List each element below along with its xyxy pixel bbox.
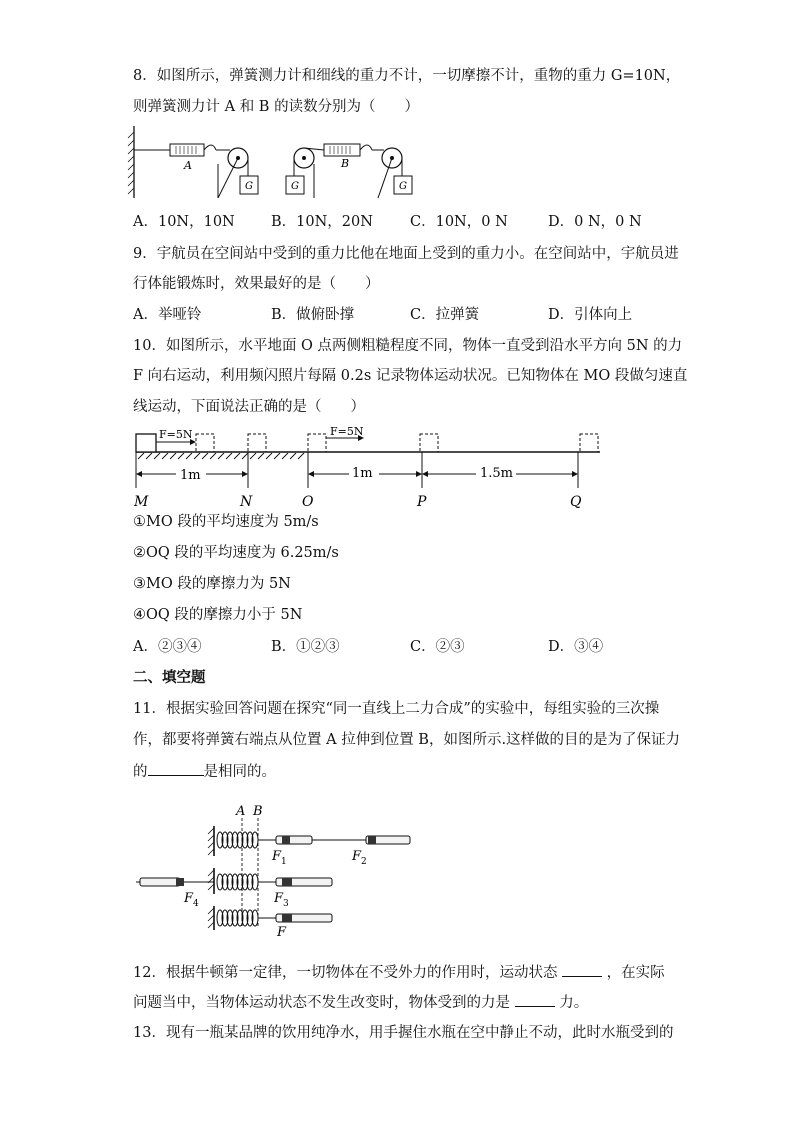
q8-option-b[interactable]: B．10N，20N [271, 214, 373, 230]
svg-text:1: 1 [281, 857, 287, 867]
q10-stem-line-2: F 向右运动，利用频闪照片每隔 0.2s 记录物体运动状况。已知物体在 MO 段做匀速直 [133, 368, 688, 384]
dist-mn-label: 1m [180, 468, 201, 483]
q10-option-a[interactable]: A．②③④ [133, 639, 202, 655]
label-b: B [253, 804, 263, 819]
q8-figure [126, 124, 426, 204]
q10-option-b[interactable]: B．①②③ [271, 639, 340, 655]
q9-stem-line-2: 行体能锻炼时，效果最好的是（ ） [133, 276, 380, 292]
q11-figure [136, 798, 422, 938]
q8-option-a[interactable]: A．10N，10N [133, 214, 235, 230]
spring-b-label: B [341, 157, 350, 170]
dist-pq-label: 1.5m [480, 466, 514, 481]
q12-stem-line-2: 问题当中，当物体运动状态不发生改变时，物体受到的力是 力。 [133, 992, 588, 1013]
section-title: 二、填空题 [133, 670, 206, 686]
dist-op-label: 1m [352, 466, 373, 481]
svg-text:3: 3 [283, 899, 289, 909]
q9-option-b[interactable]: B．做俯卧撑 [271, 307, 355, 323]
q10-option-d[interactable]: D．③④ [548, 639, 604, 655]
spring-scale-f4 [140, 878, 180, 886]
svg-text:G: G [245, 181, 253, 192]
svg-text:G: G [291, 181, 299, 192]
svg-text:F=5N: F=5N [159, 428, 193, 441]
point-n: N [240, 494, 253, 510]
q10-statement-2: ②OQ 段的平均速度为 6.25m/s [133, 545, 339, 561]
q8-stem-line-1: 8．如图所示，弹簧测力计和细线的重力不计，一切摩擦不计，重物的重力 G=10N， [133, 68, 681, 84]
point-m: M [134, 494, 149, 510]
q10-figure [130, 426, 610, 510]
svg-text:F: F [277, 925, 287, 938]
label-a: A [236, 804, 246, 819]
q10-statement-3: ③MO 段的摩擦力为 5N [133, 576, 291, 592]
q12-answer-blank-1[interactable] [562, 962, 602, 977]
point-p: P [417, 494, 427, 510]
q11-stem-line-1: 11．根据实验回答问题在探究“同一直线上二力合成”的实验中，每组实验的三次操 [133, 701, 660, 717]
svg-text:4: 4 [193, 899, 199, 909]
spring-a-label: A [184, 159, 192, 172]
svg-text:2: 2 [361, 857, 367, 867]
svg-text:F=5N: F=5N [330, 426, 364, 438]
point-o: O [302, 494, 314, 510]
q10-statement-4: ④OQ 段的摩擦力小于 5N [133, 607, 303, 623]
q11-stem-line-3: 的 是相同的。 [133, 761, 276, 782]
q8-option-c[interactable]: C．10N，0 N [410, 214, 508, 230]
q12-answer-blank-2[interactable] [515, 992, 555, 1007]
svg-text:F: F [352, 849, 362, 864]
q10-statement-1: ①MO 段的平均速度为 5m/s [133, 514, 319, 530]
block-m [136, 434, 156, 452]
svg-text:F: F [272, 849, 282, 864]
svg-text:G: G [399, 181, 407, 192]
q13-stem-line-1: 13．现有一瓶某品牌的饮用纯净水，用手握住水瓶在空中静止不动，此时水瓶受到的 [133, 1025, 674, 1041]
q8-option-d[interactable]: D．0 N，0 N [548, 214, 642, 230]
q10-stem-line-1: 10．如图所示，水平地面 O 点两侧粗糙程度不同，物体一直受到沿水平方向 5N 的力 [133, 338, 683, 354]
q11-stem-line-2: 作，都要将弹簧右端点从位置 A 拉伸到位置 B，如图所示.这样做的目的是为了保证力 [133, 732, 681, 748]
q12-stem-line-1: 12．根据牛顿第一定律，一切物体在不受外力的作用时，运动状态 ，在实际 [133, 962, 665, 983]
point-q: Q [570, 494, 582, 510]
q10-option-c[interactable]: C．②③ [410, 639, 465, 655]
spring-scale-f1 [276, 836, 312, 844]
svg-text:F: F [274, 891, 284, 906]
q11-answer-blank[interactable] [148, 761, 204, 776]
svg-text:F: F [184, 891, 194, 906]
q8-stem-line-2: 则弹簧测力计 A 和 B 的读数分别为（ ） [133, 99, 420, 115]
q10-stem-line-3: 线运动，下面说法正确的是（ ） [133, 399, 365, 415]
q9-option-a[interactable]: A．举哑铃 [133, 307, 202, 323]
q9-option-c[interactable]: C．拉弹簧 [410, 307, 480, 323]
q9-stem-line-1: 9．宇航员在空间站中受到的重力比他在地面上受到的重力小。在空间站中，宇航员进 [133, 246, 679, 262]
spring-scale-a [170, 144, 204, 156]
q9-option-d[interactable]: D．引体向上 [548, 307, 633, 323]
